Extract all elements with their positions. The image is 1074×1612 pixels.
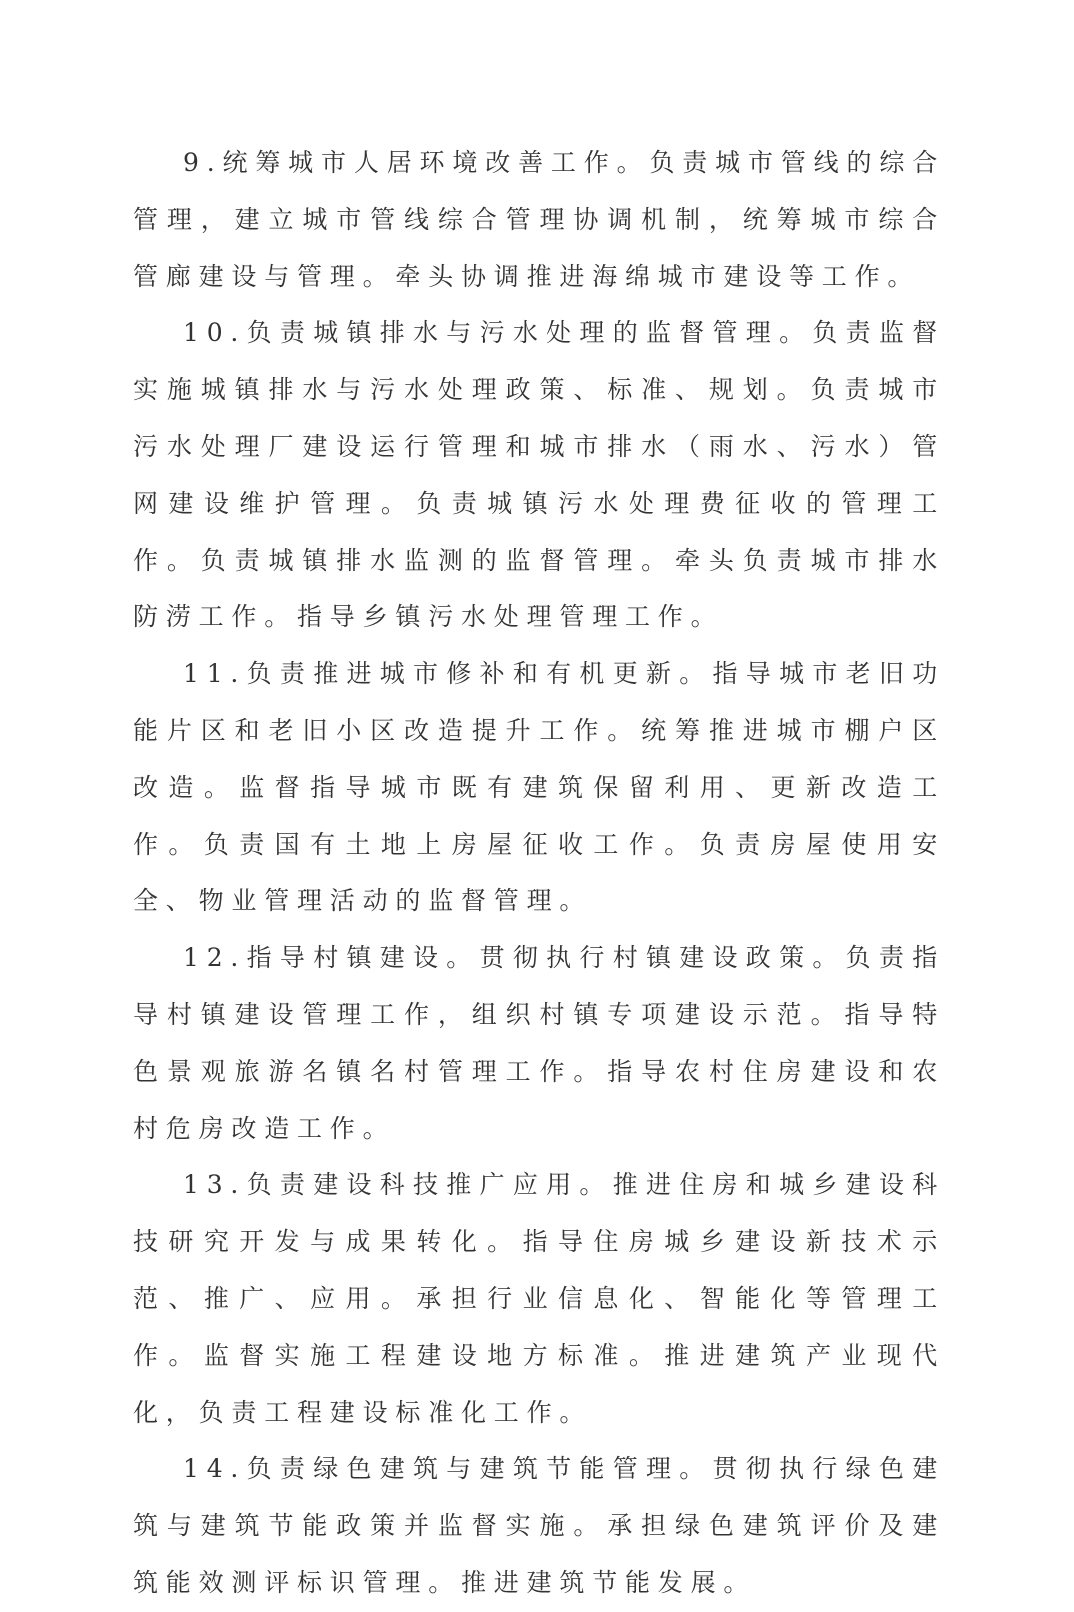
paragraph-item-13: 13.负责建设科技推广应用。推进住房和城乡建设科技研究开发与成果转化。指导住房城乡建设新技术示范、推广、应用。承担行业信息化、智能化等管理工作。监督实施工程建设地方标准。推进建筑产业现代化，负责工程建设标准化工作。 xyxy=(133,1170,945,1427)
paragraph-item-12: 12.指导村镇建设。贯彻执行村镇建设政策。负责指导村镇建设管理工作，组织村镇专项建设示范。指导特色景观旅游名镇名村管理工作。指导农村住房建设和农村危房改造工作。 xyxy=(133,943,945,1143)
paragraph-item-14: 14.负责绿色建筑与建筑节能管理。贯彻执行绿色建筑与建筑节能政策并监督实施。承担绿色建筑评价及建筑能效测评标识管理。推进建筑节能发展。 xyxy=(133,1454,945,1597)
paragraph-item-9: 9.统筹城市人居环境改善工作。负责城市管线的综合管理，建立城市管线综合管理协调机制，统筹城市综合管廊建设与管理。牵头协调推进海绵城市建设等工作。 xyxy=(133,148,945,291)
body-text xyxy=(133,135,945,1612)
paragraph-item-10: 10.负责城镇排水与污水处理的监督管理。负责监督实施城镇排水与污水处理政策、标准、规划。负责城市污水处理厂建设运行管理和城市排水（雨水、污水）管网建设维护管理。负责城镇污水处理费征收的管理工作。负责城镇排水监测的监督管理。牵头负责城市排水防涝工作。指导乡镇污水处理管理工作。 xyxy=(133,318,945,632)
paragraph-item-11: 11.负责推进城市修补和有机更新。指导城市老旧功能片区和老旧小区改造提升工作。统筹推进城市棚户区改造。监督指导城市既有建筑保留利用、更新改造工作。负责国有土地上房屋征收工作。负责房屋使用安全、物业管理活动的监督管理。 xyxy=(133,659,945,916)
